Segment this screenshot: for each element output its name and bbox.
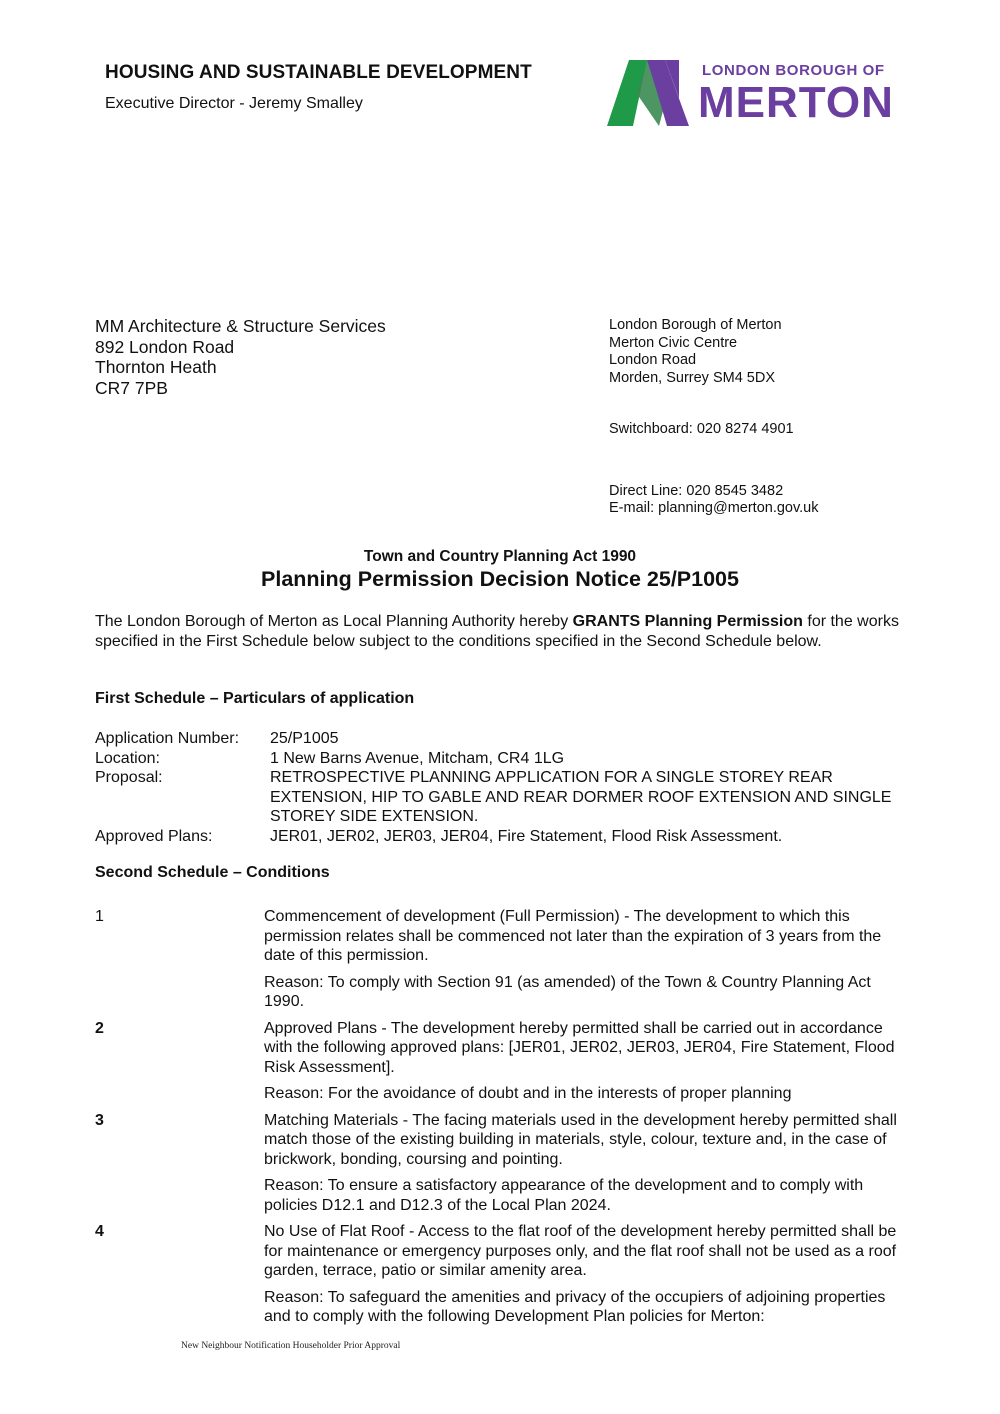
particulars-label: Proposal: [95,769,163,786]
first-schedule-heading: First Schedule – Particulars of application [95,690,415,707]
condition-item [95,1222,910,1334]
sender-address [609,317,819,518]
condition-item [95,1019,910,1111]
particulars-row [95,729,915,749]
department-heading: HOUSING AND SUSTAINABLE DEVELOPMENT [105,62,532,83]
logo-text-borough: LONDON BOROUGH OF [702,62,885,79]
conditions-list [95,907,910,1334]
merton-logo [607,58,907,130]
footer-note: New Neighbour Notification Householder Prior Approval [181,1341,401,1351]
particulars-value: RETROSPECTIVE PLANNING APPLICATION FOR A SINGLE STOREY REAR EXTENSION, HIP TO GABLE AND REAR DORMER ROOF EXTENSION AND SINGLE STOREY SIDE EXTENSION. [270,769,892,825]
particulars-label: Approved Plans: [95,827,213,845]
recipient-address [95,316,386,398]
condition-number: 1 [95,908,104,925]
particulars-row [95,827,915,847]
sender-line: Morden, Surrey SM4 5DX [609,369,776,386]
condition-reason: Reason: For the avoidance of doubt and in the interests of proper planning [264,1085,792,1102]
particulars-table [95,729,915,846]
condition-reason: Reason: To comply with Section 91 (as amended) of the Town & Country Planning Act 1990. [264,973,871,1010]
executive-director: Executive Director - Jeremy Smalley [105,95,363,112]
particulars-label: Location: [95,749,160,767]
recipient-line: CR7 7PB [95,377,168,398]
condition-number: 4 [95,1223,104,1240]
sender-line: London Road [609,352,697,368]
condition-number: 2 [95,1019,104,1037]
recipient-line: 892 London Road [95,336,235,357]
particulars-row [95,768,915,827]
logo-text-merton: MERTON [698,78,894,127]
condition-number: 3 [95,1111,104,1129]
direct-line-number: Direct Line: 020 8545 3482 [609,482,784,499]
particulars-value: JER01, JER02, JER03, JER04, Fire Statement, Flood Risk Assessment. [270,827,783,845]
act-title: Town and Country Planning Act 1990 [363,548,637,565]
email-address: E-mail: planning@merton.gov.uk [609,500,819,516]
condition-item [95,1111,910,1223]
merton-m-logo-icon [607,58,697,128]
condition-text: Matching Materials - The facing materials used in the development hereby permitted shall match those of the existing building in materials, style, colour, texture and, in the case of brickwork, bonding, coursing and pointing. [264,1111,897,1168]
notice-title: Planning Permission Decision Notice 25/P1005 [261,567,739,591]
condition-text: No Use of Flat Roof - Access to the flat roof of the development hereby permitted shall be for maintenance or emergency purposes only, and the flat roof shall not be used as a roof garden, terrace, patio or similar amenity area. [264,1223,897,1279]
condition-item [95,907,910,1019]
intro-grant-text: GRANTS Planning Permission [572,613,803,630]
switchboard-number: Switchboard: 020 8274 4901 [609,421,794,437]
intro-text: The London Borough of Merton as Local Planning Authority hereby [95,613,573,630]
condition-reason: Reason: To ensure a satisfactory appearance of the development and to comply with policies D12.1 and D12.3 of the Local Plan 2024. [264,1177,864,1214]
particulars-row [95,749,915,769]
particulars-label: Application Number: [95,730,240,747]
condition-text: Commencement of development (Full Permission) - The development to which this permission relates shall be commenced not later than the expiration of 3 years from the date of this permission. [264,908,882,964]
intro-text-end: for the works specified in the First Schedule below subject to the conditions specified in the Second Schedule below. [95,613,899,650]
intro-paragraph [95,612,905,651]
recipient-line: MM Architecture & Structure Services [95,316,386,336]
particulars-value: 25/P1005 [270,730,339,747]
sender-line: London Borough of Merton [609,317,782,333]
recipient-line: Thornton Heath [95,357,217,377]
second-schedule-heading: Second Schedule – Conditions [95,864,330,881]
particulars-value: 1 New Barns Avenue, Mitcham, CR4 1LG [270,749,565,767]
condition-text: Approved Plans - The development hereby permitted shall be carried out in accordance with the following approved plans: [JER01, JER02, JER03, JER04, Fire Statement, Flood Risk Assessment]. [264,1019,895,1076]
condition-reason: Reason: To safeguard the amenities and privacy of the occupiers of adjoining properties and to comply with the following Development Plan policies for Merton: [264,1288,886,1325]
sender-line: Merton Civic Centre [609,334,738,351]
